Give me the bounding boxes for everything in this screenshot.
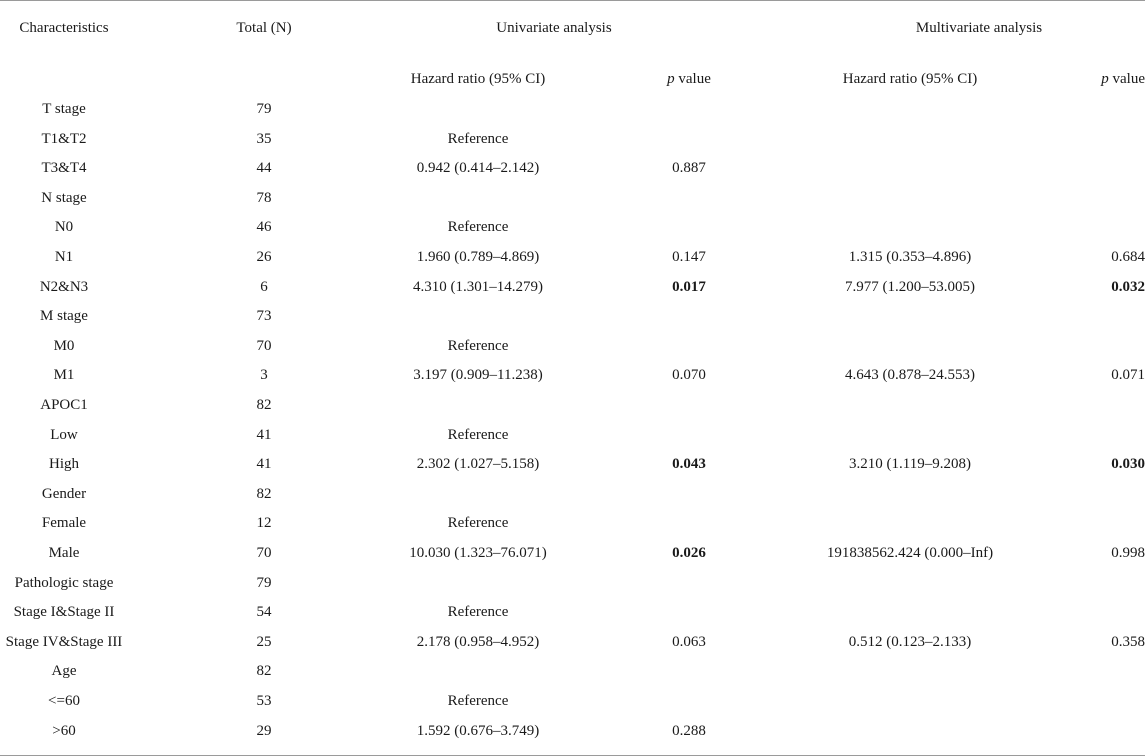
row-total: 70 xyxy=(256,545,272,561)
row-total: 6 xyxy=(260,279,268,295)
p-symbol: p xyxy=(667,71,675,87)
row-univariate-hazard-ratio: 1.592 (0.676–3.749) xyxy=(416,723,540,739)
row-characteristic: Age xyxy=(51,663,77,679)
row-multivariate-hazard-ratio: 191838562.424 (0.000–Inf) xyxy=(826,545,994,561)
row-characteristic: <=60 xyxy=(48,693,80,709)
row-characteristic: N2&N3 xyxy=(39,279,89,295)
p-value-suffix: value xyxy=(674,71,711,87)
row-univariate-p-value: 0.288 xyxy=(672,723,706,739)
table-row xyxy=(0,424,1145,446)
p-symbol: p xyxy=(1101,71,1109,87)
row-multivariate-p-value: 0.032 xyxy=(1111,279,1145,295)
row-univariate-hazard-ratio: Reference xyxy=(447,219,509,235)
row-total: 79 xyxy=(256,575,272,591)
header-hazard-ratio-univariate: Hazard ratio (95% CI) xyxy=(410,71,546,87)
row-univariate-p-value: 0.043 xyxy=(672,456,706,472)
row-total: 12 xyxy=(256,515,272,531)
row-characteristic: M stage xyxy=(40,308,88,324)
row-total: 46 xyxy=(256,219,272,235)
row-characteristic: N0 xyxy=(54,219,74,235)
table-row xyxy=(0,572,1145,594)
row-multivariate-hazard-ratio: 3.210 (1.119–9.208) xyxy=(849,456,971,472)
table-row xyxy=(0,720,1145,742)
row-total: 29 xyxy=(256,723,272,739)
row-univariate-p-value: 0.887 xyxy=(672,160,706,176)
row-total: 82 xyxy=(256,486,272,502)
row-characteristic: Male xyxy=(48,545,80,561)
row-characteristic: N1 xyxy=(54,249,74,265)
row-total: 54 xyxy=(256,604,272,620)
row-total: 73 xyxy=(256,308,272,324)
row-univariate-p-value: 0.147 xyxy=(672,249,706,265)
row-total: 70 xyxy=(256,338,272,354)
row-total: 82 xyxy=(256,397,272,413)
row-univariate-hazard-ratio: Reference xyxy=(447,338,509,354)
row-univariate-hazard-ratio: Reference xyxy=(447,131,509,147)
row-characteristic: Pathologic stage xyxy=(14,575,114,591)
row-multivariate-hazard-ratio: 7.977 (1.200–53.005) xyxy=(845,279,975,295)
header-multivariate: Multivariate analysis xyxy=(915,20,1043,36)
row-characteristic: Gender xyxy=(41,486,87,502)
row-total: 78 xyxy=(256,190,272,206)
table-row xyxy=(0,246,1145,268)
table-row xyxy=(0,276,1145,298)
row-univariate-hazard-ratio: 10.030 (1.323–76.071) xyxy=(409,545,547,561)
row-univariate-p-value: 0.070 xyxy=(672,367,706,383)
table-row xyxy=(0,394,1145,416)
row-multivariate-p-value: 0.358 xyxy=(1111,634,1145,650)
row-univariate-hazard-ratio: Reference xyxy=(447,515,509,531)
row-univariate-p-value: 0.017 xyxy=(672,279,706,295)
row-multivariate-p-value: 0.071 xyxy=(1111,367,1145,383)
row-characteristic: T stage xyxy=(42,101,86,117)
row-total: 41 xyxy=(256,427,272,443)
row-characteristic: T1&T2 xyxy=(41,131,87,147)
row-univariate-p-value: 0.063 xyxy=(672,634,706,650)
row-univariate-hazard-ratio: 4.310 (1.301–14.279) xyxy=(413,279,543,295)
row-characteristic: Female xyxy=(41,515,87,531)
row-characteristic: >60 xyxy=(52,723,76,739)
table-row xyxy=(0,660,1145,682)
table-row xyxy=(0,453,1145,475)
table-row xyxy=(0,364,1145,386)
row-characteristic: APOC1 xyxy=(40,397,88,413)
row-characteristic: N stage xyxy=(41,190,87,206)
row-multivariate-p-value: 0.998 xyxy=(1111,545,1145,561)
row-total: 26 xyxy=(256,249,272,265)
row-univariate-hazard-ratio: 2.178 (0.958–4.952) xyxy=(416,634,540,650)
row-total: 82 xyxy=(256,663,272,679)
row-univariate-hazard-ratio: 2.302 (1.027–5.158) xyxy=(416,456,540,472)
table-row xyxy=(0,305,1145,327)
table-row xyxy=(0,690,1145,712)
table-row xyxy=(0,631,1145,653)
row-characteristic: Stage I&Stage II xyxy=(13,604,115,620)
row-univariate-hazard-ratio: 3.197 (0.909–11.238) xyxy=(413,367,543,383)
row-total: 79 xyxy=(256,101,272,117)
row-univariate-hazard-ratio: 0.942 (0.414–2.142) xyxy=(416,160,540,176)
row-multivariate-hazard-ratio: 4.643 (0.878–24.553) xyxy=(845,367,975,383)
row-multivariate-hazard-ratio: 1.315 (0.353–4.896) xyxy=(848,249,972,265)
table-row xyxy=(0,98,1145,120)
p-value-suffix: value xyxy=(1108,71,1145,87)
table-row xyxy=(0,187,1145,209)
row-univariate-hazard-ratio: Reference xyxy=(447,604,509,620)
row-characteristic: T3&T4 xyxy=(41,160,87,176)
row-univariate-hazard-ratio: Reference xyxy=(447,427,509,443)
header-hazard-ratio-multivariate: Hazard ratio (95% CI) xyxy=(842,71,978,87)
row-characteristic: Low xyxy=(50,427,78,443)
header-p-value-univariate xyxy=(628,68,750,90)
table-row xyxy=(0,542,1145,564)
table-row xyxy=(0,512,1145,534)
row-characteristic: M1 xyxy=(53,367,75,383)
table-row xyxy=(0,483,1145,505)
row-univariate-hazard-ratio: 1.960 (0.789–4.869) xyxy=(416,249,540,265)
row-total: 35 xyxy=(256,131,272,147)
row-total: 25 xyxy=(256,634,272,650)
header-p-value-multivariate xyxy=(1064,68,1145,90)
header-row-2 xyxy=(0,68,1145,90)
row-univariate-hazard-ratio: Reference xyxy=(447,693,509,709)
row-multivariate-p-value: 0.030 xyxy=(1111,456,1145,472)
row-multivariate-hazard-ratio: 0.512 (0.123–2.133) xyxy=(848,634,972,650)
table-row xyxy=(0,601,1145,623)
row-total: 53 xyxy=(256,693,272,709)
header-total: Total (N) xyxy=(236,20,292,36)
row-characteristic: Stage IV&Stage III xyxy=(5,634,123,650)
table-row xyxy=(0,335,1145,357)
table-row xyxy=(0,157,1145,179)
row-multivariate-p-value: 0.684 xyxy=(1111,249,1145,265)
row-characteristic: M0 xyxy=(53,338,75,354)
row-total: 44 xyxy=(256,160,272,176)
row-univariate-p-value: 0.026 xyxy=(672,545,706,561)
header-characteristics: Characteristics xyxy=(19,20,109,36)
header-univariate: Univariate analysis xyxy=(496,20,612,36)
row-total: 3 xyxy=(260,367,268,383)
row-characteristic: High xyxy=(49,456,79,472)
table-row xyxy=(0,128,1145,150)
row-total: 41 xyxy=(256,456,272,472)
header-row-1 xyxy=(0,17,1145,39)
table-row xyxy=(0,216,1145,238)
